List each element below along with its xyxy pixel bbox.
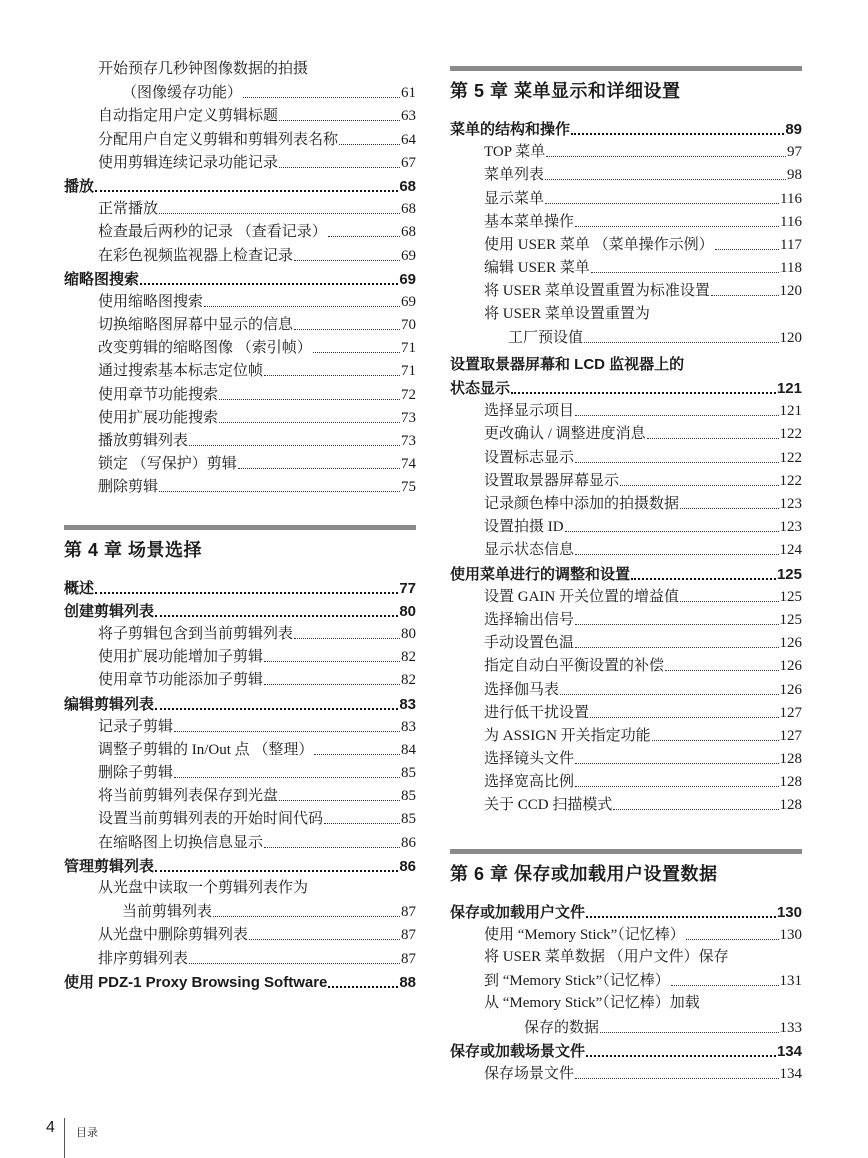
toc-section-pdz[interactable]: 使用 PDZ-1 Proxy Browsing Software 88 — [64, 970, 416, 993]
toc-entry[interactable]: 为 ASSIGN 开关指定功能 127 — [450, 724, 802, 747]
toc-entry[interactable]: （图像缓存功能） 61 — [64, 81, 416, 104]
toc-entry[interactable]: 使用 USER 菜单 （菜单操作示例） 117 — [450, 233, 802, 256]
toc-section-status-display[interactable]: 状态显示 121 — [450, 376, 802, 399]
toc-entry[interactable]: 正常播放 68 — [64, 197, 416, 220]
toc-entry[interactable]: 指定自动白平衡设置的补偿 126 — [450, 654, 802, 677]
toc-entry[interactable]: 显示菜单 116 — [450, 187, 802, 210]
toc-entry[interactable]: 删除剪辑 75 — [64, 475, 416, 498]
chapter-6-heading — [450, 849, 802, 886]
toc-entry[interactable]: 选择显示项目 121 — [450, 399, 802, 422]
toc-right-column — [450, 58, 802, 1085]
toc-section-scene-file[interactable]: 保存或加载场景文件 134 — [450, 1039, 802, 1062]
toc-entry[interactable]: 设置当前剪辑列表的开始时间代码 85 — [64, 807, 416, 830]
footer-label: 目录 — [76, 1127, 98, 1139]
toc-section-play[interactable]: 播放 68 — [64, 174, 416, 197]
toc-entry[interactable]: 使用扩展功能搜索 73 — [64, 406, 416, 429]
toc-entry[interactable]: 自动指定用户定义剪辑标题 63 — [64, 104, 416, 127]
toc-entry[interactable]: 保存的数据 133 — [450, 1016, 802, 1039]
toc-section-edit-cliplist[interactable]: 编辑剪辑列表 83 — [64, 692, 416, 715]
page-number: 4 — [46, 1119, 55, 1136]
toc-entry[interactable]: 从光盘中删除剪辑列表 87 — [64, 923, 416, 946]
toc-entry[interactable]: 锁定 （写保护）剪辑 74 — [64, 452, 416, 475]
toc-section-thumbnail-search[interactable]: 缩略图搜索 69 — [64, 267, 416, 290]
toc-entry[interactable]: 在彩色视频监视器上检查记录 69 — [64, 244, 416, 267]
toc-entry[interactable]: 使用章节功能添加子剪辑 82 — [64, 668, 416, 691]
toc-left-column — [64, 58, 416, 993]
toc-entry[interactable]: 将子剪辑包含到当前剪辑列表 80 — [64, 622, 416, 645]
toc-entry-continuation: 从 “Memory Stick”（记忆棒）加载 — [484, 995, 700, 1012]
toc-section-continuation: 设置取景器屏幕和 LCD 监视器上的 — [450, 355, 685, 373]
toc-entry[interactable]: 切换缩略图屏幕中显示的信息 70 — [64, 313, 416, 336]
toc-entry[interactable]: 使用 “Memory Stick”（记忆棒） 130 — [450, 923, 802, 946]
toc-section-manage-cliplist[interactable]: 管理剪辑列表 86 — [64, 854, 416, 877]
chapter-title: 第 6 章 保存或加载用户设置数据 — [450, 863, 718, 884]
toc-entry[interactable]: 使用剪辑连续记录功能记录 67 — [64, 151, 416, 174]
toc-entry-continuation: 从光盘中读取一个剪辑列表作为 — [98, 880, 309, 896]
toc-section-overview[interactable]: 概述 77 — [64, 576, 416, 599]
toc-entry[interactable]: 调整子剪辑的 In/Out 点 （整理） 84 — [64, 738, 416, 761]
toc-entry[interactable]: 关于 CCD 扫描模式 128 — [450, 793, 802, 816]
toc-entry[interactable]: 当前剪辑列表 87 — [64, 900, 416, 923]
toc-entry[interactable]: 选择镜头文件 128 — [450, 747, 802, 770]
toc-entry[interactable]: 基本菜单操作 116 — [450, 210, 802, 233]
chapter-title: 第 4 章 场景选择 — [64, 539, 203, 560]
toc-entry[interactable]: 设置拍摄 ID 123 — [450, 515, 802, 538]
toc-entry[interactable]: 通过搜索基本标志定位帧 71 — [64, 359, 416, 382]
toc-entry[interactable]: 将 USER 菜单设置重置为标准设置 120 — [450, 279, 802, 302]
toc-entry[interactable]: 进行低干扰设置 127 — [450, 701, 802, 724]
toc-entry[interactable]: 到 “Memory Stick”（记忆棒） 131 — [450, 969, 802, 992]
toc-entry-continuation: 将 USER 菜单数据 （用户文件）保存 — [484, 949, 729, 965]
toc-section-user-file[interactable]: 保存或加载用户文件 130 — [450, 900, 802, 923]
chapter-title: 第 5 章 菜单显示和详细设置 — [450, 81, 681, 101]
toc-entry[interactable]: 选择宽高比例 128 — [450, 770, 802, 793]
toc-section-menu-adjust[interactable]: 使用菜单进行的调整和设置 125 — [450, 562, 802, 585]
toc-entry[interactable]: TOP 菜单 97 — [450, 140, 802, 163]
toc-entry[interactable]: 工厂预设值 120 — [450, 326, 802, 349]
toc-entry[interactable]: 检查最后两秒的记录 （查看记录） 68 — [64, 220, 416, 243]
toc-entry[interactable]: 设置 GAIN 开关位置的增益值 125 — [450, 585, 802, 608]
toc-entry[interactable]: 设置标志显示 122 — [450, 446, 802, 469]
toc-entry-continuation: 将 USER 菜单设置重置为 — [484, 305, 650, 322]
toc-entry[interactable]: 使用扩展功能增加子剪辑 82 — [64, 645, 416, 668]
toc-entry[interactable]: 选择输出信号 125 — [450, 608, 802, 631]
toc-entry[interactable]: 更改确认 / 调整进度消息 122 — [450, 422, 802, 445]
toc-entry[interactable]: 保存场景文件 134 — [450, 1062, 802, 1085]
toc-entry[interactable]: 改变剪辑的缩略图像 （索引帧） 71 — [64, 336, 416, 359]
toc-entry[interactable]: 设置取景器屏幕显示 122 — [450, 469, 802, 492]
toc-entry[interactable]: 播放剪辑列表 73 — [64, 429, 416, 452]
toc-entry[interactable]: 分配用户自定义剪辑和剪辑列表名称 64 — [64, 128, 416, 151]
toc-entry[interactable]: 使用缩略图搜索 69 — [64, 290, 416, 313]
toc-entry[interactable]: 记录颜色棒中添加的拍摄数据 123 — [450, 492, 802, 515]
toc-entry[interactable]: 菜单列表 98 — [450, 163, 802, 186]
toc-entry[interactable]: 在缩略图上切换信息显示 86 — [64, 831, 416, 854]
toc-entry[interactable]: 将当前剪辑列表保存到光盘 85 — [64, 784, 416, 807]
toc-entry[interactable]: 编辑 USER 菜单 118 — [450, 256, 802, 279]
toc-section-menu[interactable]: 菜单的结构和操作 89 — [450, 117, 802, 140]
toc-entry[interactable]: 删除子剪辑 85 — [64, 761, 416, 784]
toc-section-create-cliplist[interactable]: 创建剪辑列表 80 — [64, 599, 416, 622]
toc-entry[interactable]: 记录子剪辑 83 — [64, 715, 416, 738]
toc-entry[interactable]: 选择伽马表 126 — [450, 678, 802, 701]
chapter-5-heading — [450, 66, 802, 103]
toc-entry-continuation: 开始预存几秒钟图像数据的拍摄 — [98, 61, 309, 77]
toc-entry[interactable]: 显示状态信息 124 — [450, 538, 802, 561]
chapter-4-heading — [64, 525, 416, 562]
toc-entry[interactable]: 使用章节功能搜索 72 — [64, 383, 416, 406]
toc-entry[interactable]: 手动设置色温 126 — [450, 631, 802, 654]
footer-divider — [64, 1118, 65, 1158]
toc-entry[interactable]: 排序剪辑列表 87 — [64, 947, 416, 970]
